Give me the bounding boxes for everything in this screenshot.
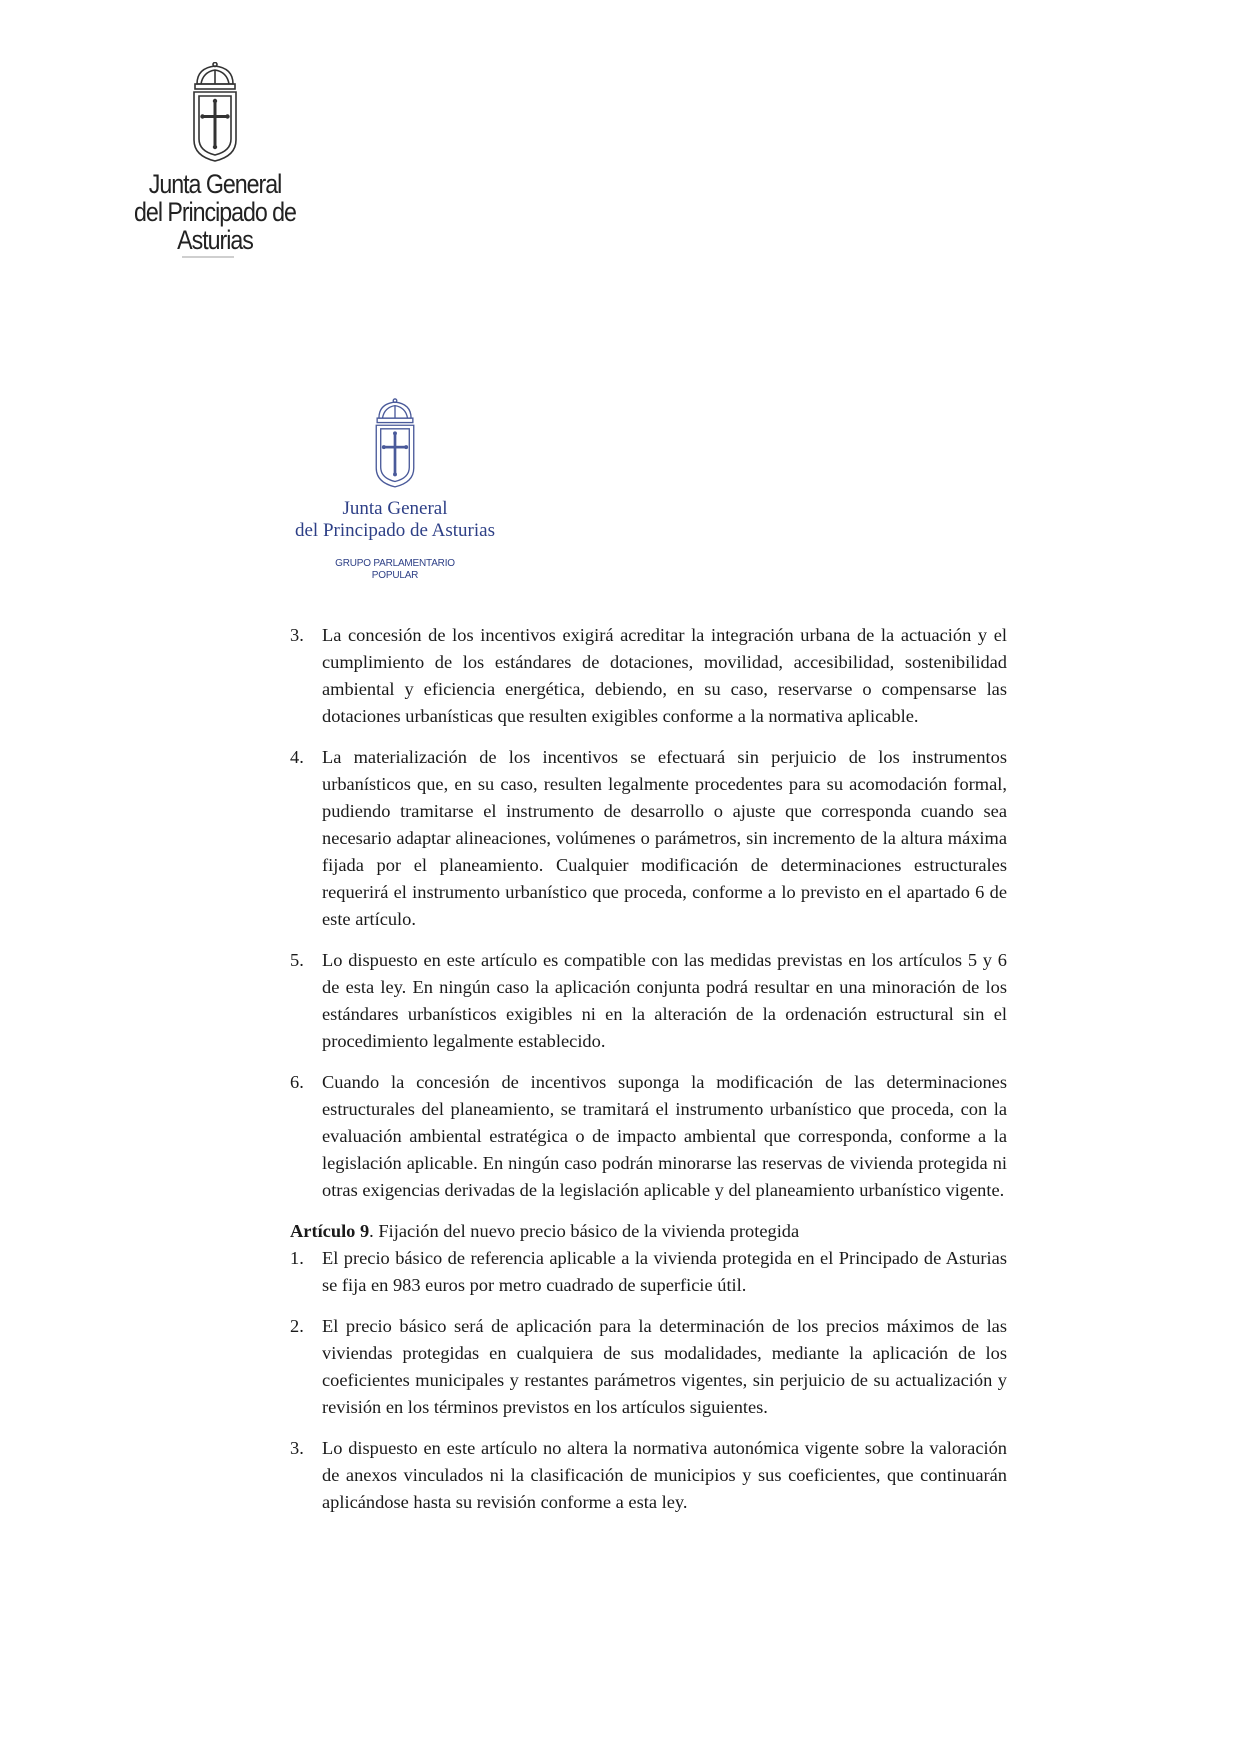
list-item xyxy=(290,622,1007,730)
item-number: 4. xyxy=(290,747,304,767)
header-logo xyxy=(85,62,345,254)
item-text: El precio básico de referencia aplicable a la vivienda protegida en el Principado de Asturias se fija en 983 euros por metro cuadrado de superficie útil. xyxy=(322,1248,1007,1295)
group-logo xyxy=(290,398,500,582)
institution-name-line1: Junta General xyxy=(148,169,282,199)
article-title: . Fijación del nuevo precio básico de la vivienda protegida xyxy=(369,1221,800,1241)
item-number: 2. xyxy=(290,1316,304,1336)
group-institution-line2: del Principado de Asturias xyxy=(295,520,495,541)
institution-name xyxy=(103,170,327,254)
institution-name-line2: del Principado de Asturias xyxy=(134,197,296,255)
article-heading xyxy=(290,1218,1007,1245)
item-text: Cuando la concesión de incentivos suponga la modificación de las determinaciones estructurales del planeamiento, se tramitará el instrumento urbanístico que proceda, con la evaluación ambiental estratégica o de impacto ambiental que corresponda, conforme a la legislación aplicable. En ningún caso podrán minorarse las reservas de vivienda protegida ni otras exigencias derivadas de la legislación aplicable y del planeamiento urbanístico vigente. xyxy=(322,1072,1007,1200)
list-item xyxy=(290,947,1007,1055)
item-number: 3. xyxy=(290,1438,304,1458)
item-number: 5. xyxy=(290,950,304,970)
item-text: El precio básico será de aplicación para la determinación de los precios máximos de las viviendas protegidas en cualquiera de sus modalidades, mediante la aplicación de los coeficientes municipales y restantes parámetros vigentes, sin perjuicio de su actualización y revisión en los términos previstos en los artículos siguientes. xyxy=(322,1316,1007,1417)
list-item xyxy=(290,1435,1007,1516)
list-item xyxy=(290,1313,1007,1421)
header-divider xyxy=(182,256,234,258)
item-text: Lo dispuesto en este artículo no altera la normativa autonómica vigente sobre la valoración de anexos vinculados ni la clasificación de municipios y sus coeficientes, que continuarán aplicándose hasta su revisión conforme a esta ley. xyxy=(322,1438,1007,1512)
coat-of-arms-blue-icon xyxy=(370,398,420,490)
item-number: 6. xyxy=(290,1072,304,1092)
article-label: Artículo 9 xyxy=(290,1221,370,1241)
document-body xyxy=(290,622,1007,1530)
parliamentary-group xyxy=(290,558,500,582)
parliamentary-group-line2: POPULAR xyxy=(371,570,419,581)
list-item xyxy=(290,744,1007,933)
group-institution-line1: Junta General xyxy=(342,498,448,519)
list-item xyxy=(290,1069,1007,1204)
coat-of-arms-icon xyxy=(187,62,243,164)
group-institution-name xyxy=(290,498,500,542)
item-number: 1. xyxy=(290,1248,304,1268)
parliamentary-group-line1: GRUPO PARLAMENTARIO xyxy=(335,558,455,569)
item-text: La concesión de los incentivos exigirá acreditar la integración urbana de la actuación y el cumplimiento de los estándares de dotaciones, movilidad, accesibilidad, sostenibilidad ambiental y eficiencia energética, debiendo, en su caso, reservarse o compensarse las dotaciones urbanísticas que resulten exigibles conforme a la normativa aplicable. xyxy=(322,625,1007,726)
item-text: La materialización de los incentivos se efectuará sin perjuicio de los instrumentos urbanísticos que, en su caso, resulten legalmente procedentes para su acomodación formal, pudiendo tramitarse el instrumento de desarrollo o ajuste que corresponda cuando sea necesario adaptar alineaciones, volúmenes o parámetros, sin incremento de la altura máxima fijada por el planeamiento. Cualquier modificación de determinaciones estructurales requerirá el instrumento urbanístico que proceda, conforme a lo previsto en el apartado 6 de este artículo. xyxy=(322,747,1007,929)
item-text: Lo dispuesto en este artículo es compatible con las medidas previstas en los artículos 5 y 6 de esta ley. En ningún caso la aplicación conjunta podrá resultar en una minoración de los estándares urbanísticos exigibles ni en la alteración de la ordenación estructural sin el procedimiento legalmente establecido. xyxy=(322,950,1007,1051)
list-item xyxy=(290,1245,1007,1299)
item-number: 3. xyxy=(290,625,304,645)
